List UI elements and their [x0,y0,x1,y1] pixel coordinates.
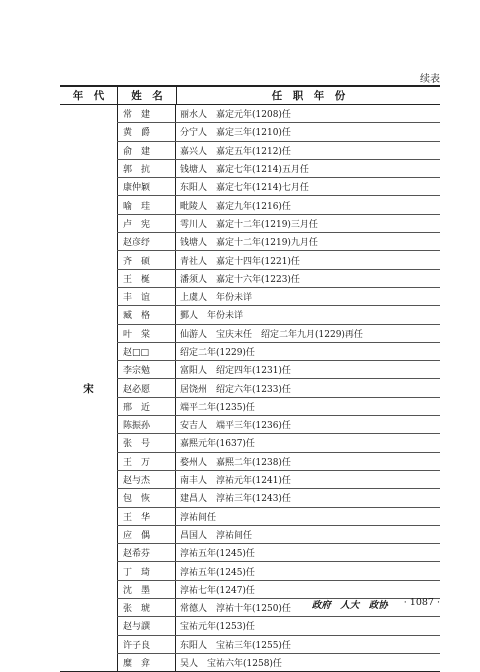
table-row [117,343,440,361]
office-detail: 仙游人 宝庆末任 绍定二年九月(1229)再任 [175,325,440,342]
office-detail: 吴人 宝祐六年(1258)任 [175,654,440,671]
office-detail: 富阳人 绍定四年(1231)任 [175,361,440,378]
table-row [117,123,440,141]
office-detail: 南丰人 淳祐元年(1241)任 [175,471,440,488]
table-row [117,233,440,251]
office-detail: 淳祐间任 [175,508,440,525]
official-name: 陈振孙 [117,416,175,433]
office-detail: 安吉人 端平三年(1236)任 [175,416,440,433]
table-row [117,361,440,379]
official-name: 赵必愿 [117,379,175,396]
table-row [117,508,440,526]
page-footer [312,597,440,611]
official-name: 赵□□ [117,343,175,360]
office-detail: 东阳人 嘉定七年(1214)七月任 [175,178,440,195]
official-name: 黄 爵 [117,123,175,140]
office-detail: 宝祐元年(1253)任 [175,617,440,634]
header-name: 姓 名 [117,87,176,104]
table-row [117,288,440,306]
office-detail: 雩川人 嘉定十二年(1219)三月任 [175,215,440,232]
office-detail: 端平二年(1235)任 [175,398,440,415]
office-detail: 淳祐五年(1245)任 [175,544,440,561]
official-name: 沈 墨 [117,581,175,598]
footer-tag: 政府 人大 政协 [311,600,388,611]
official-name: 常 建 [117,105,175,122]
official-name: 许子良 [117,636,175,653]
official-name: 李宗勉 [117,361,175,378]
office-detail: 丽水人 嘉定元年(1208)任 [175,105,440,122]
official-name: 齐 硕 [117,251,175,268]
official-name: 糜 弇 [117,654,175,671]
table-header [60,85,440,105]
header-office: 任 职 年 份 [176,87,440,104]
office-detail: 分宁人 嘉定三年(1210)任 [175,123,440,140]
office-detail: 婺州人 嘉熙二年(1238)任 [175,453,440,470]
official-name: 俞 建 [117,142,175,159]
official-name: 包 恢 [117,489,175,506]
official-name: 卢 宪 [117,215,175,232]
office-detail: 钱塘人 嘉定七年(1214)五月任 [175,160,440,177]
era-cell: 宋 [83,382,94,395]
official-name: 丁 琦 [117,562,175,579]
table-row [117,416,440,434]
official-name: 王 梴 [117,270,175,287]
official-name: 赵与杰 [117,471,175,488]
table-row [117,489,440,507]
office-detail: 淳祐五年(1245)任 [175,562,440,579]
official-name: 喻 珪 [117,196,175,213]
table-row [117,562,440,580]
office-detail: 昌国人 淳祐间任 [175,526,440,543]
official-name: 丰 谊 [117,288,175,305]
table-row [117,105,440,123]
official-name: 邢 近 [117,398,175,415]
table-row [117,453,440,471]
official-name: 郭 抗 [117,160,175,177]
official-name: 应 偶 [117,526,175,543]
table-row [117,196,440,214]
office-detail: 淳祐七年(1247)任 [175,581,440,598]
table-row [117,544,440,562]
office-detail: 毗陵人 嘉定九年(1216)任 [175,196,440,213]
official-name: 王 华 [117,508,175,525]
official-name: 赵希芬 [117,544,175,561]
header-era: 年 代 [72,90,105,102]
table-row [117,526,440,544]
official-name: 张 琥 [117,599,175,616]
table-row [117,270,440,288]
office-detail: 嘉熙元年(1637)任 [175,434,440,451]
table-row [117,471,440,489]
official-name: 叶 棠 [117,325,175,342]
table-row [117,379,440,397]
office-detail: 嘉兴人 嘉定五年(1212)任 [175,142,440,159]
table-row [117,306,440,324]
table-row [117,178,440,196]
table-body [60,105,440,672]
table-row [117,215,440,233]
table-row [117,617,440,635]
official-name: 臧 格 [117,306,175,323]
table-row [117,434,440,452]
office-detail: 东阳人 宝祐三年(1255)任 [175,636,440,653]
office-detail: 常德人 淳祐十年(1250)任 [175,599,440,616]
office-detail: 居饶州 绍定六年(1233)任 [175,379,440,396]
table-row [117,654,440,671]
officials-table [60,85,440,672]
office-detail: 鄞人 年份未详 [175,306,440,323]
table-row [117,142,440,160]
office-detail: 建昌人 淳祐三年(1243)任 [175,489,440,506]
page-number: · 1087 · [403,597,440,608]
table-row [117,251,440,269]
table-row [117,325,440,343]
table-row [117,160,440,178]
official-name: 张 号 [117,434,175,451]
official-name: 康仲颖 [117,178,175,195]
office-detail: 钱塘人 嘉定十二年(1219)九月任 [175,233,440,250]
official-name: 王 万 [117,453,175,470]
continued-label: 续表 [420,74,440,85]
official-name: 赵彦纾 [117,233,175,250]
table-row [117,398,440,416]
table-rows [60,105,440,671]
official-name: 赵与譔 [117,617,175,634]
office-detail: 上虞人 年份未详 [175,288,440,305]
office-detail: 绍定二年(1229)任 [175,343,440,360]
table-row [117,636,440,654]
office-detail: 潘须人 嘉定十六年(1223)任 [175,270,440,287]
office-detail: 青社人 嘉定十四年(1221)任 [175,251,440,268]
